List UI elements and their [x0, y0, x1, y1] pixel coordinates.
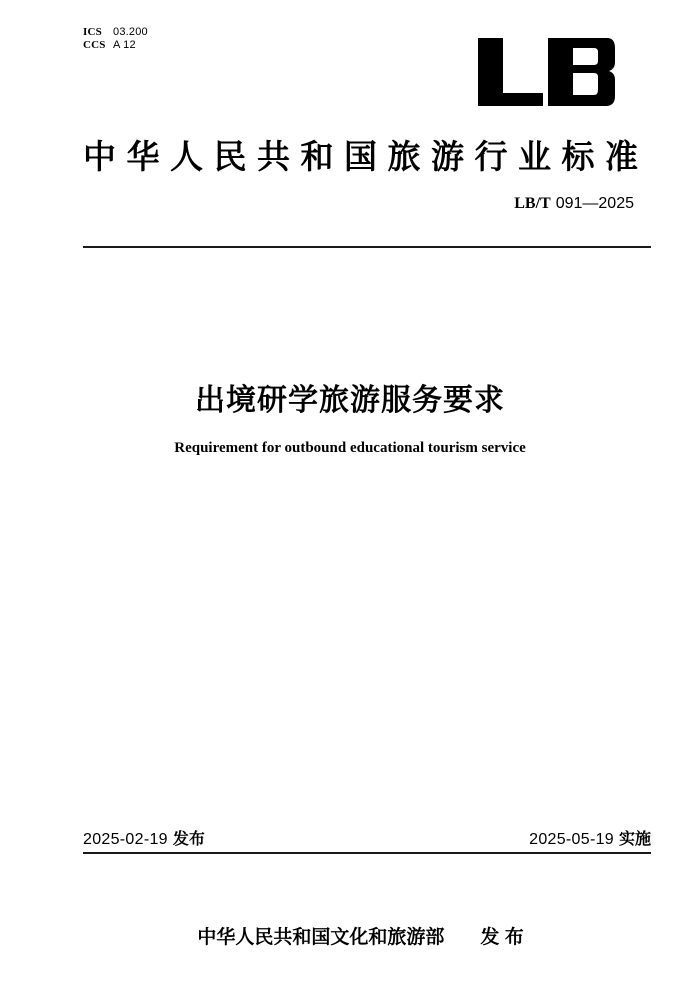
release-label: 发布 — [172, 831, 205, 848]
footer-issuer-row — [0, 900, 700, 971]
implementation-date-item — [529, 831, 651, 849]
ics-value: 03.200 — [113, 26, 148, 38]
implementation-label: 实施 — [618, 831, 651, 848]
classification-block — [83, 26, 148, 52]
standard-number-prefix: LB/T — [514, 195, 551, 212]
ccs-row — [83, 39, 148, 52]
ics-row — [83, 26, 148, 39]
release-date: 2025-02-19 — [83, 831, 168, 848]
dates-row — [83, 831, 651, 849]
lb-logo — [478, 38, 615, 106]
standard-number — [514, 195, 634, 213]
implementation-date: 2025-05-19 — [529, 831, 614, 848]
standard-type-heading: 中华人民共和国旅游行业标准 — [83, 138, 649, 175]
issuer-name: 中华人民共和国文化和旅游部 — [197, 927, 445, 948]
standard-number-value: 091—2025 — [555, 195, 634, 212]
ics-label: ICS — [83, 26, 102, 38]
release-date-item — [83, 831, 205, 849]
bottom-divider — [83, 852, 651, 854]
ccs-label: CCS — [83, 39, 106, 51]
document-title-zh: 出境研学旅游服务要求 — [195, 384, 505, 417]
document-title-en: Requirement for outbound educational tourism service — [174, 440, 526, 456]
lb-logo-icon — [478, 38, 615, 106]
issue-label: 发 布 — [480, 927, 524, 948]
top-divider — [83, 246, 651, 248]
ccs-value: A 12 — [113, 39, 136, 51]
